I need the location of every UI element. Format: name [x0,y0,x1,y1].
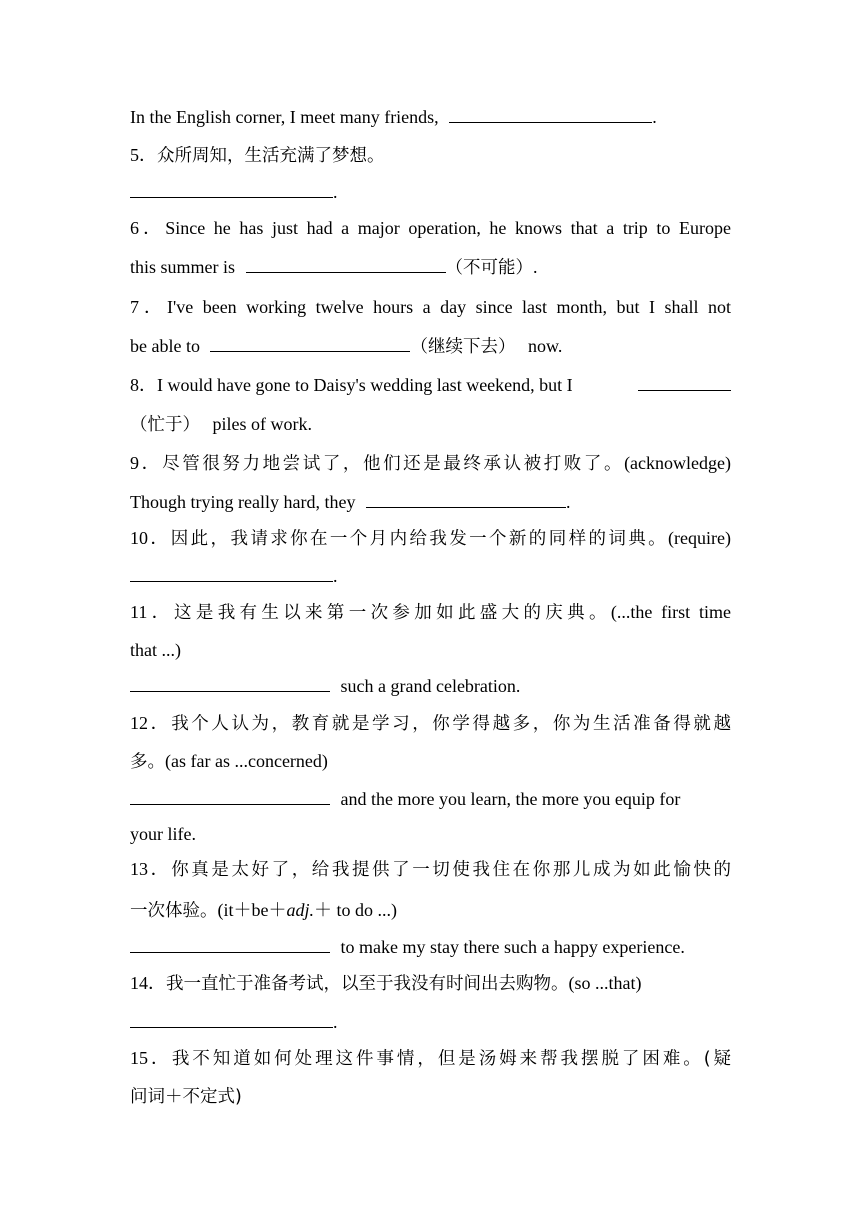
q8-answer-blank[interactable] [638,373,731,391]
q11-prompt-cont: that ...) [130,640,181,660]
q9-answer-blank[interactable] [366,490,566,508]
q5-answer-blank[interactable] [130,180,333,198]
q13-answer-blank[interactable] [130,935,330,953]
q12-answer-cont: your life. [130,824,196,844]
q6-prompt: 6．Since he has just had a major operation, he knows that a trip to Europe [130,218,731,238]
q8-answer-line: （忙于） piles of work. [130,414,312,435]
q12-answer-line: and the more you learn, the more you equip for [130,787,731,811]
q10-answer-line: . [130,564,731,588]
q8-prompt: 8．I would have gone to Daisy's wedding last weekend, but I [130,373,731,397]
q14-answer-blank[interactable] [130,1010,333,1028]
q6-answer-line: this summer is （不可能）. [130,257,538,278]
q5-answer-line: . [130,180,731,204]
q15-prompt: 15．我不知道如何处理这件事情，但是汤姆来帮我摆脱了困难。(疑 [130,1048,732,1069]
q14-answer-line: . [130,1010,731,1034]
q12-answer-blank[interactable] [130,787,330,805]
q7-prompt: 7．I've been working twelve hours a day since last month, but I shall not [130,297,731,317]
q11-answer-line: such a grand celebration. [130,674,731,698]
q14-prompt: 14．我一直忙于准备考试，以至于我没有时间出去购物。(so ...that) [130,973,642,994]
q5-prompt: 5．众所周知，生活充满了梦想。 [130,145,385,166]
q12-prompt: 12．我个人认为，教育就是学习，你学得越多，你为生活准备得就越 [130,713,732,734]
q13-prompt: 13．你真是太好了，给我提供了一切使我住在你那儿成为如此愉快的 [130,859,732,880]
q9-answer-line: Though trying really hard, they . [130,492,571,512]
q11-answer-blank[interactable] [130,674,330,692]
q12-prompt-cont: 多。(as far as ...concerned) [130,751,328,772]
q13-answer-line: to make my stay there such a happy experience. [130,935,731,959]
q7-answer-line: be able to （继续下去） now. [130,336,563,357]
q10-prompt: 10．因此，我请求你在一个月内给我发一个新的同样的词典。(require) [130,528,731,549]
q10-answer-blank[interactable] [130,564,333,582]
q6-answer-blank[interactable] [246,255,446,273]
q7-answer-blank[interactable] [210,334,410,352]
q4-answer-blank[interactable] [449,105,652,123]
q9-prompt: 9．尽管很努力地尝试了，他们还是最终承认被打败了。(acknowledge) [130,453,732,474]
q11-prompt: 11．这是我有生以来第一次参加如此盛大的庆典。(...the first time [130,602,731,623]
q13-prompt-cont: 一次体验。(it＋be＋adj.＋ to do ...) [130,900,398,921]
q4-answer-line: In the English corner, I meet many friends, . [130,107,657,127]
q15-prompt-cont: 问词＋不定式) [130,1087,242,1107]
